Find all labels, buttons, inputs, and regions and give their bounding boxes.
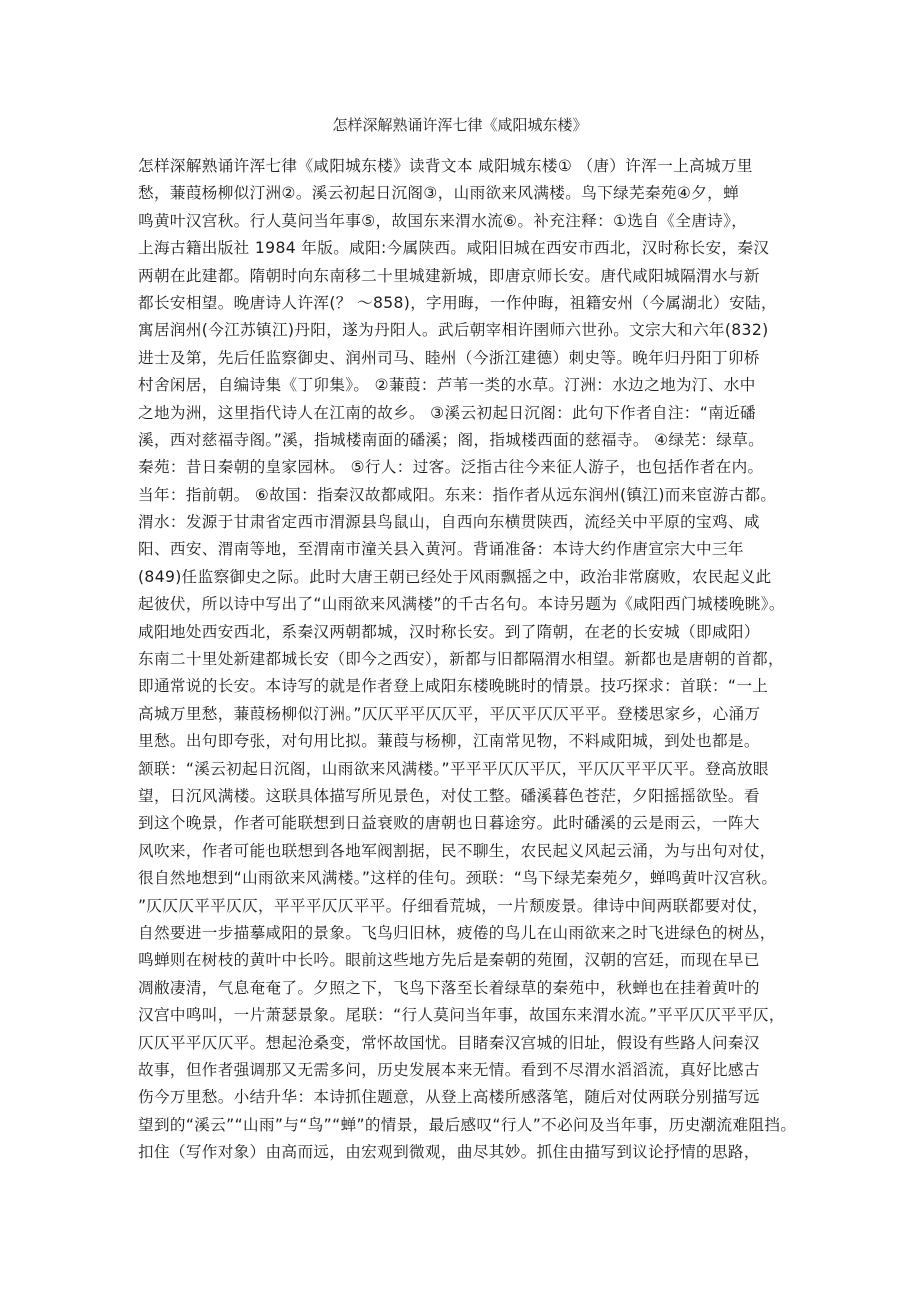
body-line: 凋敝凄清，气息奄奄了。夕照之下，飞鸟下落至长着绿草的秦苑中，秋蝉也在挂着黄叶的 <box>138 978 760 997</box>
body-line: 秦苑：昔日秦朝的皇家园林。 ⑤行人：过客。泛指古往今来征人游子，也包括作者在内。 <box>138 458 764 477</box>
document-body <box>138 153 797 1166</box>
body-line: 起彼伏，所以诗中写出了“山雨欲来风满楼”的千古名句。本诗另题为《咸阳西门城楼晚眺》。 <box>138 595 785 614</box>
document-title: 怎样深解熟诵许浑七律《咸阳城东楼》 <box>332 116 588 134</box>
body-line: 里愁。出句即夸张，对句用比拟。蒹葭与杨柳，江南常见物，不料咸阳城，到处也都是。 <box>138 732 760 751</box>
body-line: 颔联：“溪云初起日沉阁，山雨欲来风满楼。”平平平仄仄平仄，平仄仄平平仄平。登高放眼 <box>138 759 769 778</box>
body-line: 两朝在此建都。隋朝时向东南移二十里城建新城，即唐京师长安。唐代咸阳城隔渭水与新 <box>138 266 760 285</box>
body-line: 到这个晚景，作者可能联想到日益衰败的唐朝也日暮途穷。此时磻溪的云是雨云，一阵大 <box>138 814 760 833</box>
body-line: 风吹来，作者可能也联想到各地军阀割据，民不聊生，农民起义风起云涌，为与出句对仗， <box>138 841 776 860</box>
body-line: 进士及第，先后任监察御史、润州司马、睦州（今浙江建德）刺史等。晚年归丹阳丁卯桥 <box>138 348 760 367</box>
body-line: 当年：指前朝。 ⑥故国：指秦汉故都咸阳。东来：指作者从远东润州(镇江)而来宦游古都。 <box>138 485 777 504</box>
body-line: 伤今万里愁。小结升华：本诗抓住题意，从登上高楼所感落笔，随后对仗两联分别描写远 <box>138 1088 760 1107</box>
body-line: 高城万里愁，蒹葭杨柳似汀洲。”仄仄平平仄仄平，平仄平仄仄平平。登楼思家乡，心涌万 <box>138 704 761 723</box>
body-line: 阳、西安、渭南等地，至渭南市潼关县入黄河。背诵准备：本诗大约作唐宣宗大中三年 <box>138 540 744 559</box>
body-line: 故事，但作者强调那又无需多问，历史发展本来无情。看到不尽渭水滔滔流，真好比感古 <box>138 1060 760 1079</box>
body-line: 咸阳地处西安西北，系秦汉两朝都城，汉时称长安。到了隋朝，在老的长安城（即咸阳） <box>138 622 760 641</box>
body-line: 望到的“溪云”“山雨”与“鸟”“蝉”的情景，最后感叹“行人”不必问及当年事，历史潮流难阻挡。 <box>138 1115 797 1134</box>
body-line: 怎样深解熟诵许浑七律《咸阳城东楼》读背文本 咸阳城东楼① （唐）许浑一上高城万里 <box>138 157 753 175</box>
body-line: 扣住（写作对象）由高而远，由宏观到微观，曲尽其妙。抓住由描写到议论抒情的思路， <box>138 1143 760 1162</box>
body-line: (849)任监察御史之际。此时大唐王朝已经处于风雨飘摇之中，政治非常腐败，农民起义此 <box>138 567 772 586</box>
body-line: 望，日沉风满楼。这联具体描写所见景色，对仗工整。磻溪暮色苍茫，夕阳摇摇欲坠。看 <box>138 786 760 805</box>
body-line: 村舍闲居，自编诗集《丁卯集》。 ②蒹葭：芦苇一类的水草。汀洲：水边之地为汀、水中 <box>138 376 756 395</box>
body-line: 鸣黄叶汉宫秋。行人莫问当年事⑤，故国东来渭水流⑥。补充注释：①选自《全唐诗》， <box>138 211 748 230</box>
body-line: 之地为洲，这里指代诗人在江南的故乡。 ③溪云初起日沉阁：此句下作者自注：“南近磻 <box>138 403 756 422</box>
body-line: 溪，西对慈福寺阁。”溪，指城楼南面的磻溪；阁，指城楼西面的慈福寺。 ④绿芜：绿草。 <box>138 430 765 449</box>
body-line: 即通常说的长安。本诗写的就是作者登上咸阳东楼晚眺时的情景。技巧探求：首联：“一上 <box>138 677 769 696</box>
body-line: 很自然地想到“山雨欲来风满楼。”这样的佳句。颈联：“鸟下绿芜秦苑夕，蝉鸣黄叶汉宫秋。 <box>138 869 778 888</box>
body-line: 汉宫中鸣叫，一片萧瑟景象。尾联：“行人莫问当年事，故国东来渭水流。”平平仄仄平平仄， <box>138 1006 785 1025</box>
body-line: 仄仄平平仄仄平。想起沧桑变，常怀故国忧。目睹秦汉宫城的旧址，假设有些路人问秦汉 <box>138 1033 760 1052</box>
body-line: 鸣蝉则在树枝的黄叶中长吟。眼前这些地方先后是秦朝的苑囿，汉朝的宫廷，而现在早已 <box>138 951 760 970</box>
body-line: 寓居润州(今江苏镇江)丹阳，遂为丹阳人。武后朝宰相许圉师六世孙。文宗大和六年(832) <box>138 321 769 340</box>
body-line: ”仄仄仄平平仄仄，平平平仄仄平平。仔细看荒城，一片颓废景。律诗中间两联都要对仗， <box>138 896 769 915</box>
body-line: 上海古籍出版社 1984 年版。咸阳:今属陕西。咸阳旧城在西安市西北，汉时称长安，秦汉 <box>138 239 770 258</box>
body-line: 渭水：发源于甘肃省定西市渭源县鸟鼠山，自西向东横贯陕西，流经关中平原的宝鸡、咸 <box>138 513 760 532</box>
body-line: 东南二十里处新建都城长安（即今之西安），新都与旧都隔渭水相望。新都也是唐朝的首都， <box>138 650 784 669</box>
body-line: 自然要进一步描摹咸阳的景象。飞鸟归旧林，疲倦的鸟儿在山雨欲来之时飞进绿色的树丛， <box>138 923 776 942</box>
body-line: 愁，蒹葭杨柳似汀洲②。溪云初起日沉阁③，山雨欲来风满楼。鸟下绿芜秦苑④夕，蝉 <box>138 184 740 203</box>
body-line: 都长安相望。晚唐诗人许浑(？ ～858)，字用晦，一作仲晦，祖籍安州（今属湖北）安陆， <box>138 293 777 312</box>
